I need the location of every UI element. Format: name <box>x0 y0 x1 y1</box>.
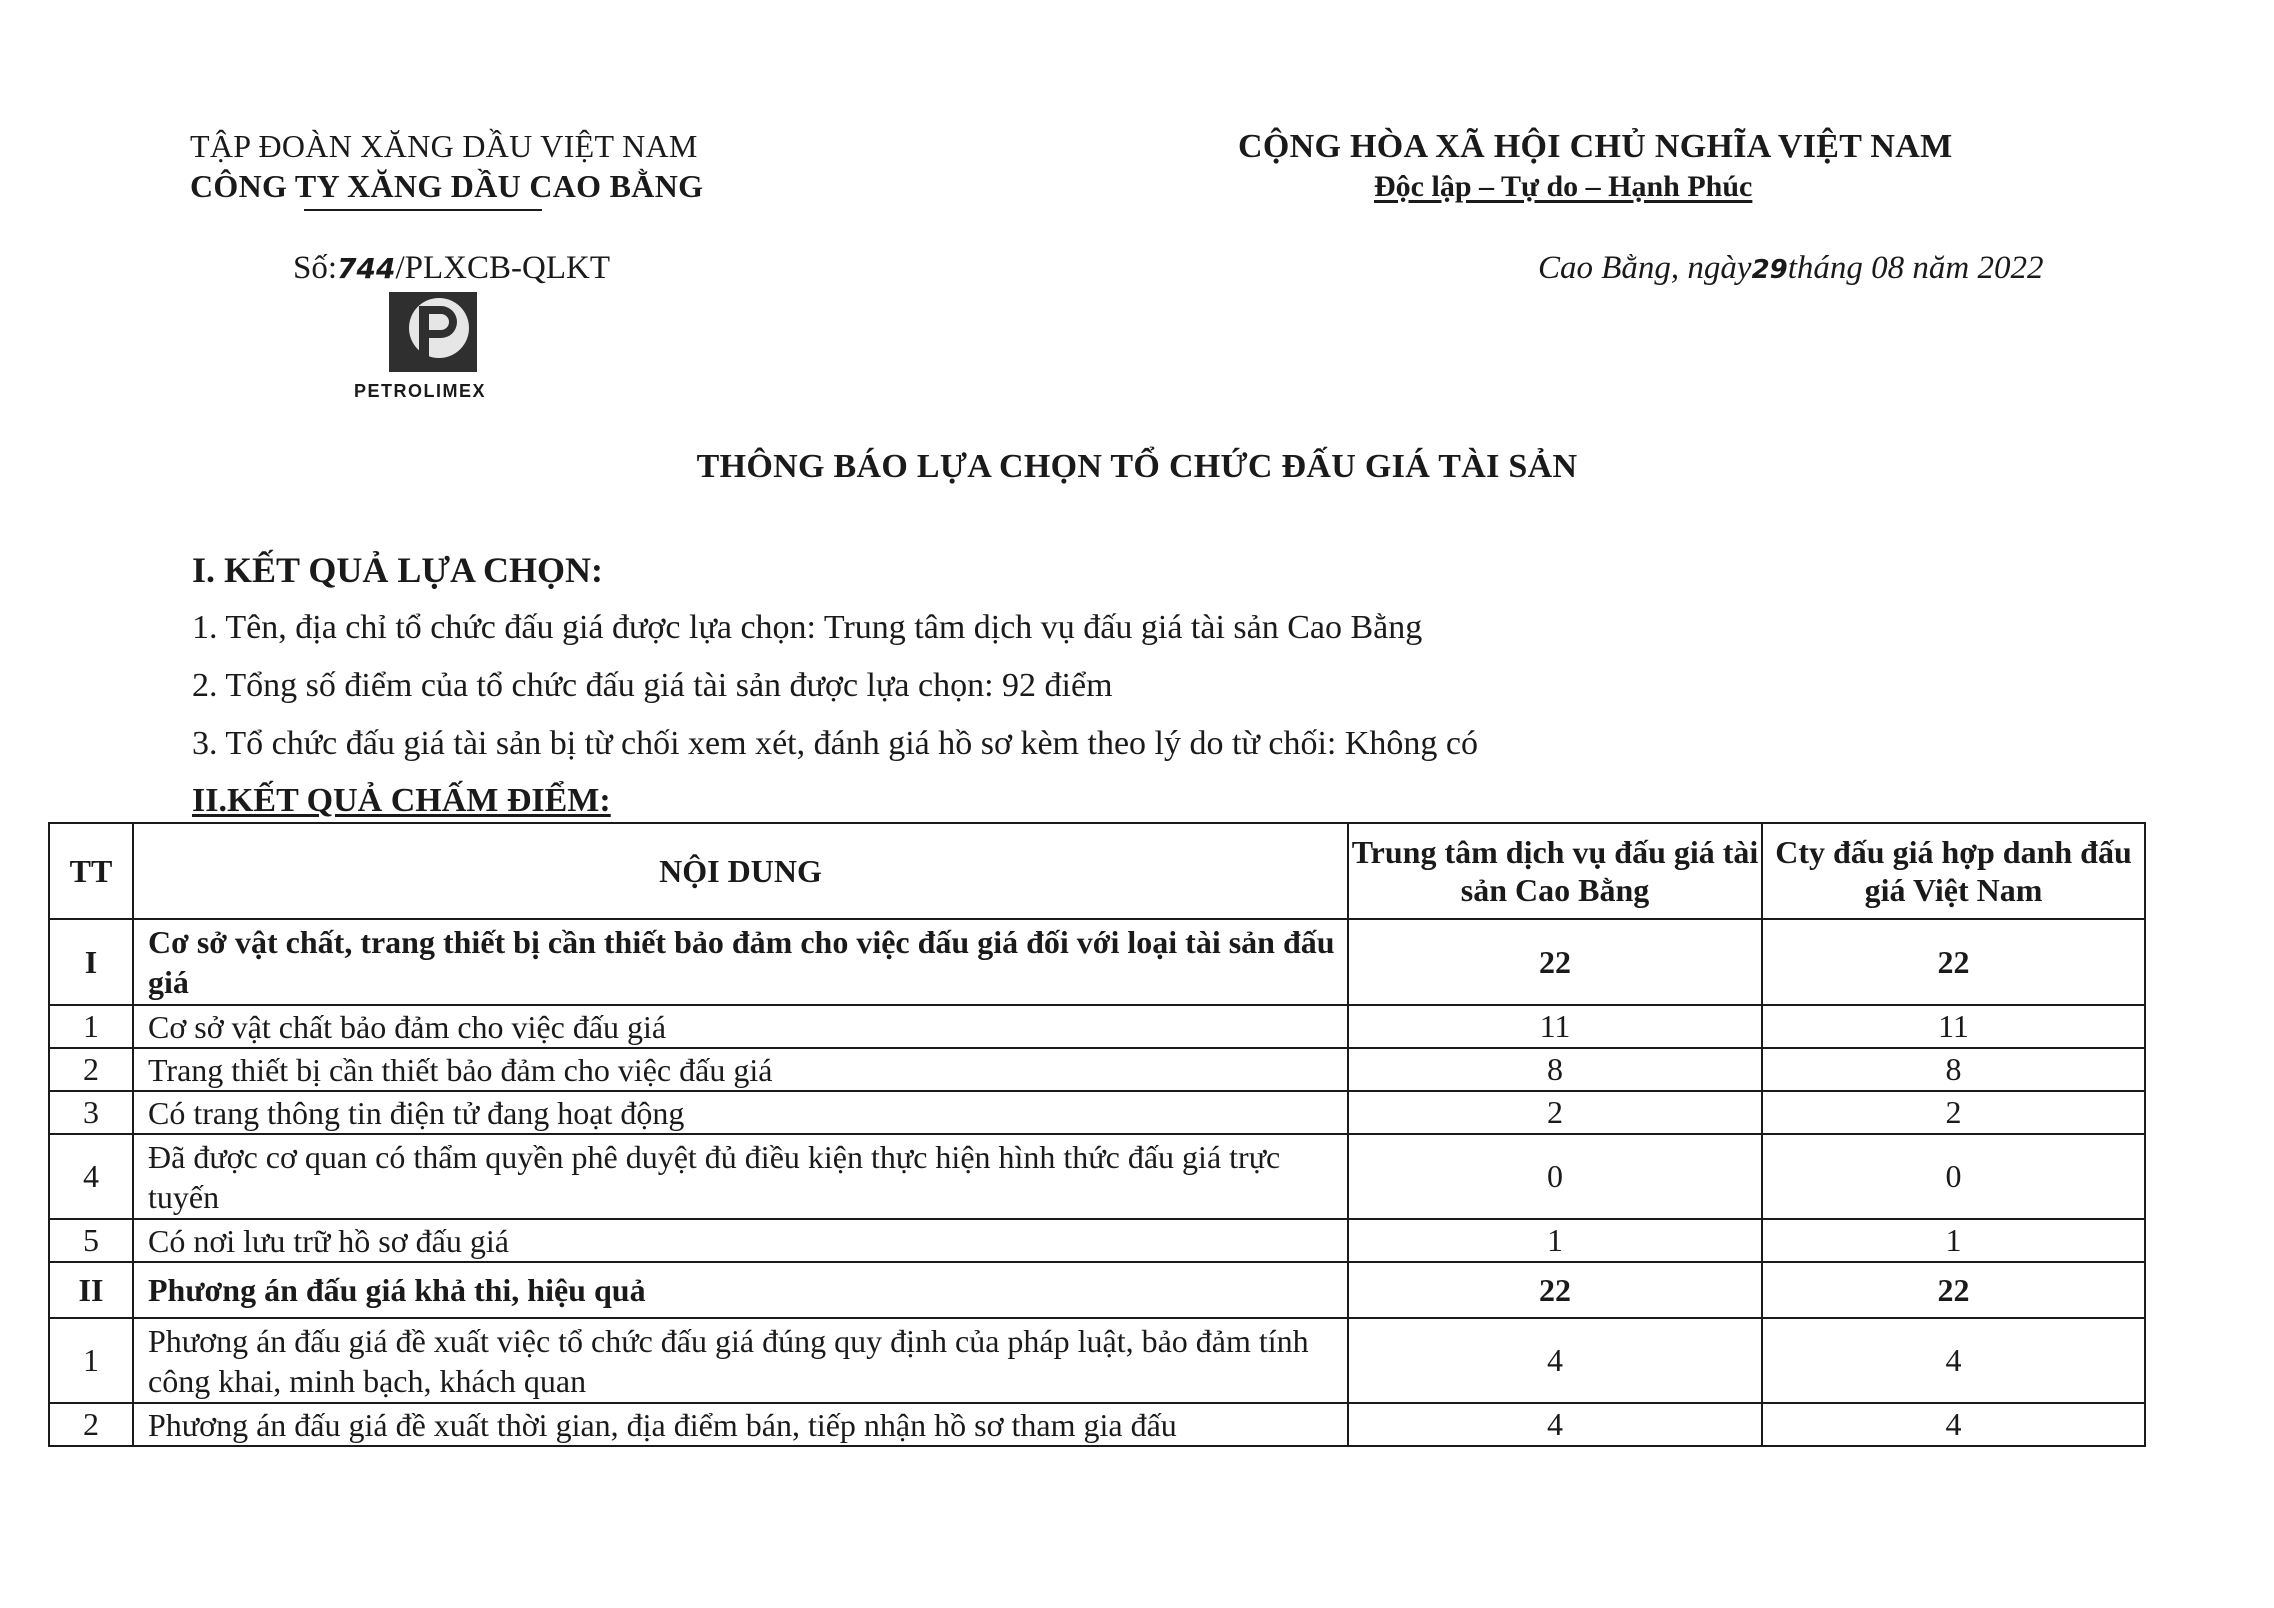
row-tt: 4 <box>49 1134 133 1219</box>
row-score-org1: 8 <box>1348 1048 1762 1091</box>
header-org1: Trung tâm dịch vụ đấu giá tài sản Cao Bằng <box>1348 823 1762 919</box>
row-score-org2: 8 <box>1762 1048 2145 1091</box>
table-row <box>49 1262 2145 1318</box>
header-content: NỘI DUNG <box>133 823 1348 919</box>
row-tt: 2 <box>49 1048 133 1091</box>
row-score-org2: 0 <box>1762 1134 2145 1219</box>
row-content: Đã được cơ quan có thẩm quyền phê duyệt đủ điều kiện thực hiện hình thức đấu giá trực tuyến <box>133 1134 1348 1219</box>
row-score-org1: 1 <box>1348 1219 1762 1262</box>
logo-text: PETROLIMEX <box>354 381 487 401</box>
section-1-item: 3. Tổ chức đấu giá tài sản bị từ chối xem xét, đánh giá hồ sơ kèm theo lý do từ chối: Không có <box>192 725 1478 762</box>
row-score-org2: 11 <box>1762 1005 2145 1048</box>
republic-title: CỘNG HÒA XÃ HỘI CHỦ NGHĨA VIỆT NAM <box>1238 128 1953 165</box>
table-row <box>49 1005 2145 1048</box>
row-tt: I <box>49 919 133 1005</box>
row-tt: 1 <box>49 1005 133 1048</box>
national-motto: Độc lập – Tự do – Hạnh Phúc <box>1374 170 1753 203</box>
row-content: Trang thiết bị cần thiết bảo đảm cho việc đấu giá <box>133 1048 1348 1091</box>
row-score-org2: 4 <box>1762 1403 2145 1446</box>
header-org2: Cty đấu giá hợp danh đấu giá Việt Nam <box>1762 823 2145 919</box>
row-content: Phương án đấu giá đề xuất thời gian, địa điểm bán, tiếp nhận hồ sơ tham gia đấu <box>133 1403 1348 1446</box>
table-row <box>49 919 2145 1005</box>
section-1-item: 1. Tên, địa chỉ tổ chức đấu giá được lựa chọn: Trung tâm dịch vụ đấu giá tài sản Cao Bằng <box>192 609 1423 646</box>
doc-no-suffix: /PLXCB-QLKT <box>395 250 610 286</box>
row-score-org1: 22 <box>1348 919 1762 1005</box>
row-content: Có trang thông tin điện tử đang hoạt động <box>133 1091 1348 1134</box>
table-row <box>49 1403 2145 1446</box>
row-score-org1: 2 <box>1348 1091 1762 1134</box>
table-row <box>49 1048 2145 1091</box>
document-title: THÔNG BÁO LỰA CHỌN TỔ CHỨC ĐẤU GIÁ TÀI SẢN <box>696 448 1578 485</box>
row-content: Cơ sở vật chất bảo đảm cho việc đấu giá <box>133 1005 1348 1048</box>
section-2-heading: II.KẾT QUẢ CHẤM ĐIỂM: <box>192 782 611 819</box>
section-1-item: 2. Tổng số điểm của tổ chức đấu giá tài sản được lựa chọn: 92 điểm <box>192 667 1113 704</box>
row-score-org2: 4 <box>1762 1318 2145 1403</box>
row-content: Phương án đấu giá đề xuất việc tổ chức đấu giá đúng quy định của pháp luật, bảo đảm tính công khai, minh bạch, khách quan <box>133 1318 1348 1403</box>
table-row <box>49 1318 2145 1403</box>
date-suffix: tháng 08 năm 2022 <box>1787 250 2044 286</box>
row-score-org1: 0 <box>1348 1134 1762 1219</box>
doc-no-handwritten: 744 <box>337 252 396 285</box>
date-prefix: Cao Bằng, ngày <box>1538 250 1752 286</box>
section-1-heading: I. KẾT QUẢ LỰA CHỌN: <box>192 550 604 590</box>
doc-no-prefix: Số: <box>293 250 338 286</box>
row-tt: 3 <box>49 1091 133 1134</box>
row-tt: 1 <box>49 1318 133 1403</box>
date-line <box>1538 250 2044 287</box>
row-score-org2: 22 <box>1762 919 2145 1005</box>
petrolimex-logo <box>389 292 477 372</box>
table-row <box>49 1219 2145 1262</box>
row-tt: 5 <box>49 1219 133 1262</box>
company-name: CÔNG TY XĂNG DẦU CAO BẰNG <box>190 168 704 204</box>
header-tt: TT <box>49 823 133 919</box>
row-score-org1: 11 <box>1348 1005 1762 1048</box>
document-number <box>293 250 610 287</box>
row-content: Cơ sở vật chất, trang thiết bị cần thiết bảo đảm cho việc đấu giá đối với loại tài sản đấu giá <box>133 919 1348 1005</box>
row-content: Phương án đấu giá khả thi, hiệu quả <box>133 1262 1348 1318</box>
company-underline <box>304 209 542 211</box>
row-content: Có nơi lưu trữ hồ sơ đấu giá <box>133 1219 1348 1262</box>
table-header-row <box>49 823 2145 919</box>
row-score-org2: 2 <box>1762 1091 2145 1134</box>
row-score-org1: 22 <box>1348 1262 1762 1318</box>
table-row <box>49 1091 2145 1134</box>
date-day-handwritten: 29 <box>1751 255 1788 285</box>
table-row <box>49 1134 2145 1219</box>
row-score-org2: 22 <box>1762 1262 2145 1318</box>
organization-name: TẬP ĐOÀN XĂNG DẦU VIỆT NAM <box>190 128 698 164</box>
score-table <box>48 822 2146 1447</box>
row-score-org1: 4 <box>1348 1318 1762 1403</box>
row-tt: 2 <box>49 1403 133 1446</box>
row-score-org2: 1 <box>1762 1219 2145 1262</box>
row-score-org1: 4 <box>1348 1403 1762 1446</box>
row-tt: II <box>49 1262 133 1318</box>
